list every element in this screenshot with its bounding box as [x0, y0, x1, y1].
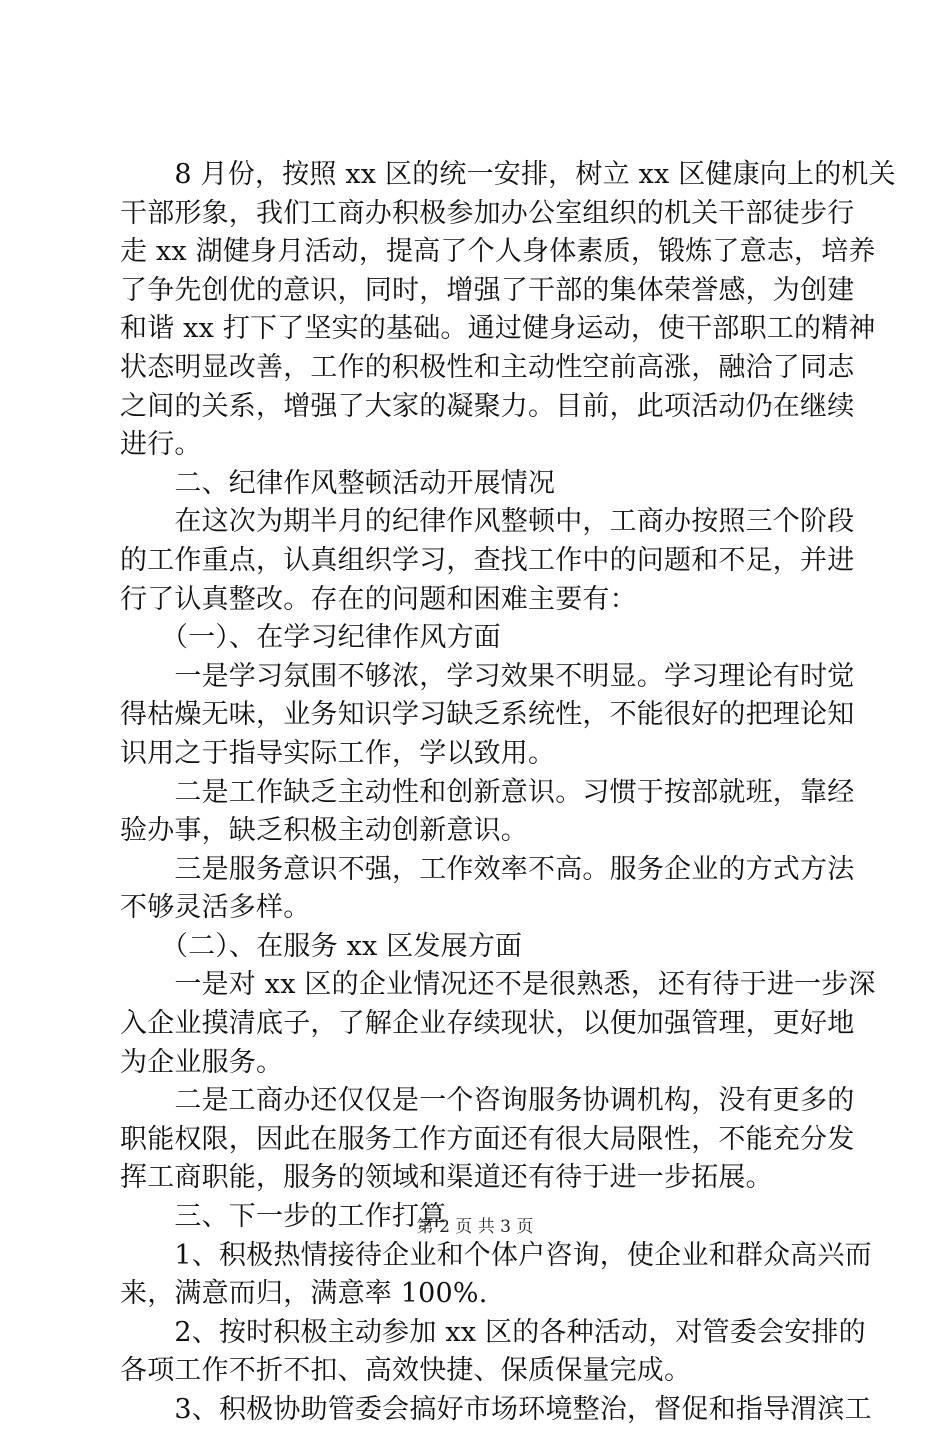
- paragraph-plan-3: [120, 1391, 872, 1430]
- text-line: 来，满意而归，满意率 100%.: [120, 1278, 488, 1310]
- paragraph-issue-enterprise-familiarity: [120, 966, 876, 1082]
- paragraph-issue-service-awareness: [120, 851, 855, 928]
- text-line: 挥工商职能，服务的领域和渠道还有待于进一步拓展。: [120, 1162, 773, 1194]
- text-line: 三是服务意识不强，工作效率不高。服务企业的方式方法: [120, 853, 855, 885]
- paragraph-issue-study-atmosphere: [120, 658, 855, 774]
- text-line: 各项工作不折不扣、高效快捷、保质保量完成。: [120, 1355, 692, 1387]
- text-line: 干部形象，我们工商办积极参加办公室组织的机关干部徒步行: [120, 197, 855, 229]
- text-line: 状态明显改善，工作的积极性和主动性空前高涨，融洽了同志: [120, 351, 855, 383]
- section-heading-discipline: [120, 465, 832, 504]
- text-line: 识用之于指导实际工作，学以致用。: [120, 737, 556, 769]
- heading-line: （二）、在服务 xx 区发展方面: [120, 930, 523, 962]
- text-line: 和谐 xx 打下了坚实的基础。通过健身运动，使干部职工的精神: [120, 313, 876, 345]
- subsection-heading-study: [120, 619, 832, 658]
- paragraph-fitness-activity: [120, 156, 896, 465]
- paragraph-issue-authority: [120, 1082, 855, 1198]
- page-footer: [0, 1216, 950, 1238]
- document-body: [120, 156, 896, 1430]
- paragraph-plan-1: [120, 1237, 872, 1314]
- paragraph-plan-2: [120, 1314, 866, 1391]
- text-line: 了争先创优的意识，同时，增强了干部的集体荣誉感，为创建: [120, 274, 855, 306]
- text-line: 之间的关系，增强了大家的凝聚力。目前，此项活动仍在继续: [120, 390, 855, 422]
- text-line: 二是工作缺乏主动性和创新意识。习惯于按部就班，靠经: [120, 776, 855, 808]
- text-line: 进行。: [120, 429, 202, 461]
- text-line: 职能权限，因此在服务工作方面还有很大局限性，不能充分发: [120, 1123, 855, 1155]
- text-line: 一是对 xx 区的企业情况还不是很熟悉，还有待于进一步深: [120, 969, 876, 1001]
- heading-line: 三、下一步的工作打算: [120, 1201, 447, 1233]
- text-line: 入企业摸清底子，了解企业存续现状，以便加强管理，更好地: [120, 1008, 855, 1040]
- text-line: 得枯燥无味，业务知识学习缺乏系统性，不能很好的把理论知: [120, 699, 855, 731]
- paragraph-discipline-overview: [120, 503, 855, 619]
- text-line: 不够灵活多样。: [120, 892, 311, 924]
- page-number-label: 第 2 页 共 3 页: [416, 1217, 534, 1237]
- text-line: 验办事，缺乏积极主动创新意识。: [120, 815, 528, 847]
- text-line: 行了认真整改。存在的问题和困难主要有：: [120, 583, 637, 615]
- text-line: 为企业服务。: [120, 1046, 284, 1078]
- text-line: 走 xx 湖健身月活动，提高了个人身体素质，锻炼了意志，培养: [120, 236, 876, 268]
- subsection-heading-service: [120, 928, 832, 967]
- text-line: 1、积极热情接待企业和个体户咨询，使企业和群众高兴而: [120, 1239, 872, 1271]
- text-line: 二是工商办还仅仅是一个咨询服务协调机构，没有更多的: [120, 1085, 855, 1117]
- text-line: 8 月份，按照 xx 区的统一安排，树立 xx 区健康向上的机关: [120, 159, 896, 190]
- heading-line: （一）、在学习纪律作风方面: [120, 622, 501, 654]
- text-line: 3、积极协助管委会搞好市场环境整治，督促和指导渭滨工: [120, 1394, 872, 1425]
- text-line: 的工作重点，认真组织学习，查找工作中的问题和不足，并进: [120, 544, 855, 576]
- paragraph-issue-initiative: [120, 774, 855, 851]
- text-line: 在这次为期半月的纪律作风整顿中，工商办按照三个阶段: [120, 506, 855, 538]
- text-line: 一是学习氛围不够浓，学习效果不明显。学习理论有时觉: [120, 660, 855, 692]
- text-line: 2、按时积极主动参加 xx 区的各种活动，对管委会安排的: [120, 1316, 866, 1348]
- heading-line: 二、纪律作风整顿活动开展情况: [120, 467, 556, 499]
